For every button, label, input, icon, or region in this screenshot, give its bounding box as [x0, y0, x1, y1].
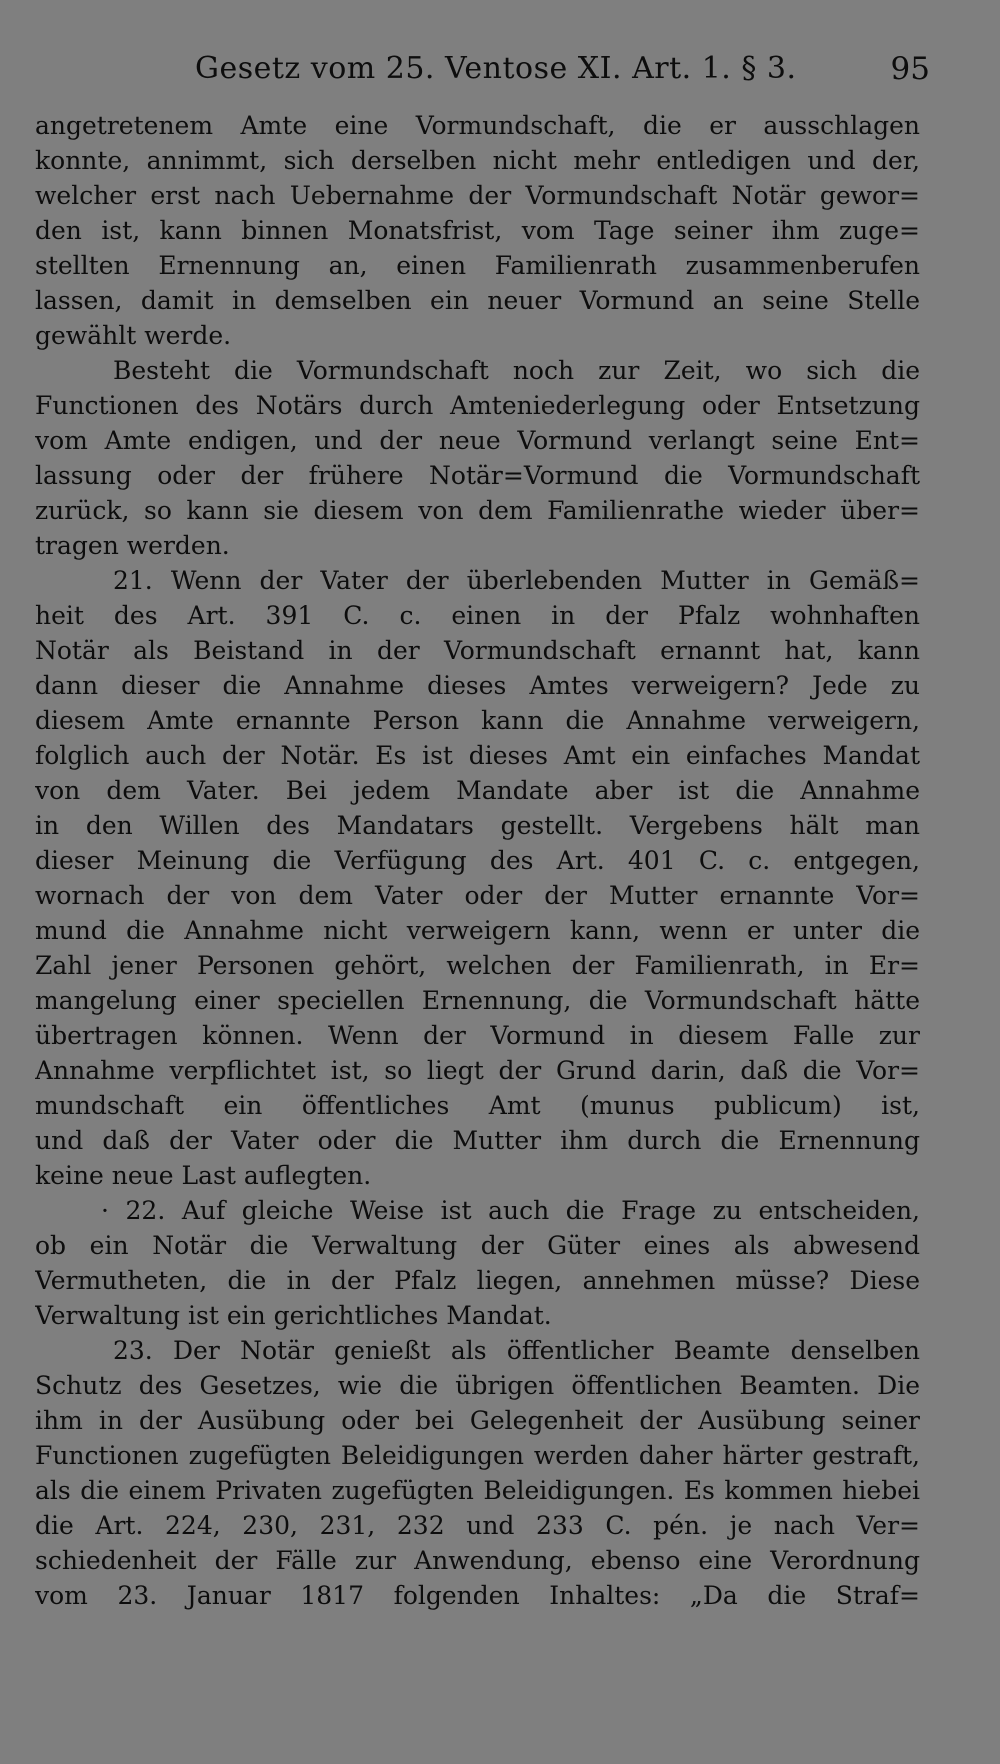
text-line: Functionen des Notärs durch Amteniederlegung oder Entsetzung: [35, 391, 920, 420]
text-line: zurück, so kann sie diesem von dem Familienrathe wieder über=: [35, 496, 920, 525]
text-line: · 22. Auf gleiche Weise ist auch die Frage zu entscheiden,: [101, 1196, 920, 1225]
text-line: als die einem Privaten zugefügten Beleidigungen. Es kommen hiebei: [35, 1476, 920, 1505]
text-line: dieser Meinung die Verfügung des Art. 401 C. c. entgegen,: [35, 846, 920, 875]
text-line: wornach der von dem Vater oder der Mutter ernannte Vor=: [35, 881, 920, 910]
text-line: tragen werden.: [35, 531, 230, 560]
text-line: heit des Art. 391 C. c. einen in der Pfalz wohnhaften: [35, 601, 920, 630]
text-line: mangelung einer speciellen Ernennung, die Vormundschaft hätte: [35, 986, 920, 1015]
text-line: diesem Amte ernannte Person kann die Annahme verweigern,: [35, 706, 920, 735]
text-line: mundschaft ein öffentliches Amt (munus publicum) ist,: [35, 1091, 920, 1120]
text-line: Functionen zugefügten Beleidigungen werden daher härter gestraft,: [35, 1441, 920, 1470]
text-line: folglich auch der Notär. Es ist dieses Amt ein einfaches Mandat: [35, 741, 920, 770]
text-line: Annahme verpflichtet ist, so liegt der Grund darin, daß die Vor=: [35, 1056, 920, 1085]
page-header: [50, 44, 930, 94]
text-line: Besteht die Vormundschaft noch zur Zeit, wo sich die: [113, 356, 920, 385]
text-line: welcher erst nach Uebernahme der Vormundschaft Notär gewor=: [35, 181, 920, 210]
text-line: ihm in der Ausübung oder bei Gelegenheit der Ausübung seiner: [35, 1406, 920, 1435]
text-line: Verwaltung ist ein gerichtliches Mandat.: [35, 1301, 552, 1330]
text-line: in den Willen des Mandatars gestellt. Vergebens hält man: [35, 811, 920, 840]
text-line: und daß der Vater oder die Mutter ihm durch die Ernennung: [35, 1126, 920, 1155]
text-line: den ist, kann binnen Monatsfrist, vom Tage seiner ihm zuge=: [35, 216, 920, 245]
text-line: keine neue Last auflegten.: [35, 1161, 372, 1190]
text-line: die Art. 224, 230, 231, 232 und 233 C. pén. je nach Ver=: [35, 1511, 920, 1540]
text-line: angetretenem Amte eine Vormundschaft, die er ausschlagen: [35, 111, 920, 140]
text-line: konnte, annimmt, sich derselben nicht mehr entledigen und der,: [35, 146, 920, 175]
text-line: dann dieser die Annahme dieses Amtes verweigern? Jede zu: [35, 671, 920, 700]
text-line: Zahl jener Personen gehört, welchen der Familienrath, in Er=: [35, 951, 920, 980]
text-line: 21. Wenn der Vater der überlebenden Mutter in Gemäß=: [113, 566, 920, 595]
body-text: [35, 108, 920, 1613]
page-number: 95: [890, 51, 930, 87]
text-line: stellten Ernennung an, einen Familienrath zusammenberufen: [35, 251, 920, 280]
text-line: vom 23. Januar 1817 folgenden Inhaltes: „Da die Straf=: [35, 1581, 920, 1610]
text-line: Vermutheten, die in der Pfalz liegen, annehmen müsse? Diese: [35, 1266, 920, 1295]
running-title: Gesetz vom 25. Ventose XI. Art. 1. § 3.: [195, 51, 797, 86]
text-line: ob ein Notär die Verwaltung der Güter eines als abwesend: [35, 1231, 920, 1260]
text-line: 23. Der Notär genießt als öffentlicher Beamte denselben: [113, 1336, 920, 1365]
text-line: lassen, damit in demselben ein neuer Vormund an seine Stelle: [35, 286, 920, 315]
text-line: von dem Vater. Bei jedem Mandate aber ist die Annahme: [35, 776, 920, 805]
text-line: Schutz des Gesetzes, wie die übrigen öffentlichen Beamten. Die: [35, 1371, 920, 1400]
text-line: vom Amte endigen, und der neue Vormund verlangt seine Ent=: [35, 426, 920, 455]
text-line: mund die Annahme nicht verweigern kann, wenn er unter die: [35, 916, 920, 945]
text-line: übertragen können. Wenn der Vormund in diesem Falle zur: [35, 1021, 920, 1050]
text-line: gewählt werde.: [35, 321, 232, 350]
text-line: lassung oder der frühere Notär=Vormund die Vormundschaft: [35, 461, 920, 490]
text-line: Notär als Beistand in der Vormundschaft ernannt hat, kann: [35, 636, 920, 665]
text-line: schiedenheit der Fälle zur Anwendung, ebenso eine Verordnung: [35, 1546, 920, 1575]
